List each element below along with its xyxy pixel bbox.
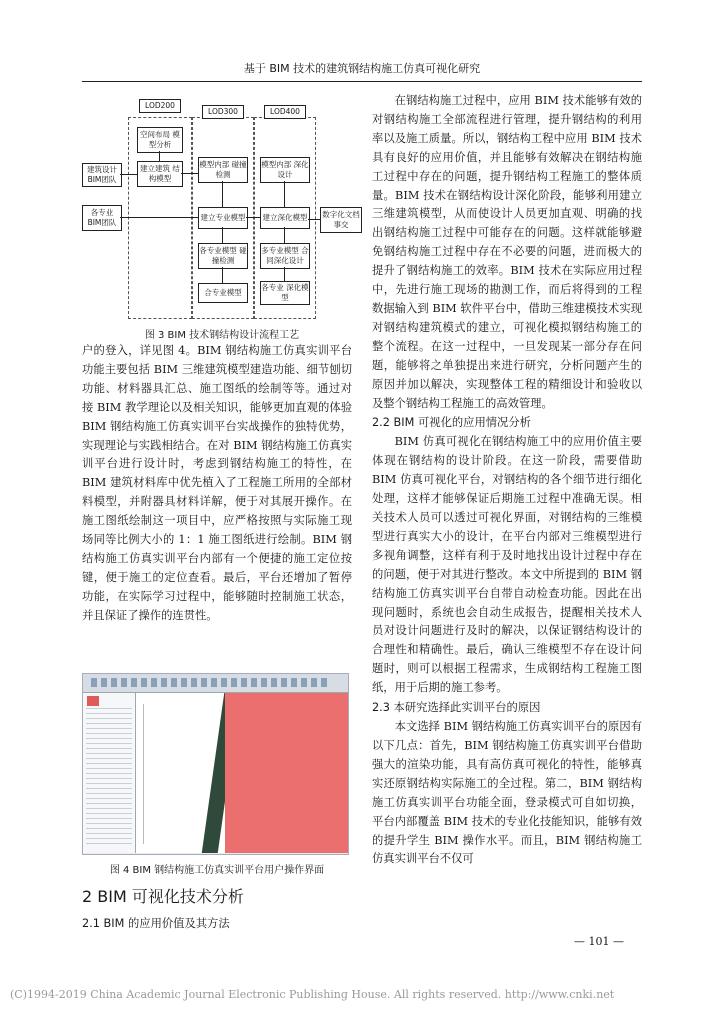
connector — [159, 151, 160, 161]
header-rule — [82, 81, 642, 82]
connector — [246, 217, 260, 218]
pro-team-box: 各专业 BIM团队 — [82, 205, 122, 231]
pro-optimize-box: 各专业 深化模型 — [260, 281, 310, 305]
ribbon-icons — [91, 678, 331, 687]
space-layout-box: 空间布局 模型分析 — [137, 127, 183, 153]
connector — [284, 181, 285, 207]
properties-rows — [86, 708, 132, 848]
lod400-label: LOD400 — [264, 105, 306, 119]
figure-4-screenshot — [82, 673, 349, 855]
digital-docs-box: 数字化文档 事交 — [320, 207, 362, 233]
connector — [222, 227, 223, 243]
section-2-1-heading: 2.1 BIM 的应用价值及其方法 — [82, 917, 230, 930]
section-2-3-heading: 2.3 本研究选择此实训平台的原因 — [372, 701, 541, 715]
figure-3-caption: 图 3 BIM 技术钢结构设计流程工艺 — [144, 330, 300, 341]
connector — [222, 181, 223, 207]
connector — [308, 219, 320, 220]
lod200-label: LOD200 — [139, 99, 181, 113]
paragraph: 户的登入，详见图 4。BIM 钢结构施工仿真实训平台功能主要包括 BIM 三维建筑模型建造功能、细节刨切功能、材料器具汇总、施工图纸的绘制等等。通过对接 BIM 教学理论以及相关知识，能够更加直观的体验 BIM 钢结构施工仿真实训平台实战操作的独特优势，实现理论与实践相结合。在对 BIM 钢结构施工仿真实训平台进行设计时，考虑到钢结构施工的特性，在 BIM 建筑材料库中优先植入了工程施工所用的全部材料模型，并附器具材料详解，便于对其展开操作。在施工图纸绘制这一项目中，应严格按照与实际施工现场同等比例大小的 1：1 施工图纸进行绘制。BIM 钢结构施工仿真实训平台内部有一个便捷的施工定位按键，便于施工的定位查看。最后，平台还增加了暂停功能，在实际学习过程中，能够随时控制施工状态，并且保证了操作的连贯性。 — [82, 344, 352, 622]
wall-model — [225, 693, 348, 853]
figure-4-caption: 图 4 BIM 钢结构施工仿真实训平台用户操作界面 — [109, 865, 325, 876]
copyright-footer: (C)1994-2019 China Academic Journal Electronic Publishing House. All rights reserved. http://www.cnki.net — [10, 988, 615, 1001]
section-2-2-heading: 2.2 BIM 可视化的应用情况分析 — [372, 416, 531, 430]
model-deep-box: 模型内部 深化设计 — [260, 157, 310, 183]
figure-3-flowchart — [82, 95, 362, 325]
connector — [120, 217, 198, 218]
build-pro-model-box: 建立专业模型 — [198, 207, 248, 229]
paragraph: 本文选择 BIM 钢结构施工仿真实训平台的原因有以下几点：首先，BIM 钢结构施工仿真实训平台借助强大的渲染功能，具有高仿真可视化的特性，能够真实还原钢结构实际施工的全过程。第二，BIM 钢结构施工仿真实训平台功能全面，登录模式可自如切换，平台内部覆盖 BIM 技术的专业化技能知识，能够有效的提升学生 BIM 操作水平。而且，BIM 钢结构施工仿真实训平台不仅可 — [372, 720, 642, 866]
combined-model-box: 合专业模型 — [198, 283, 248, 303]
connector — [284, 267, 285, 281]
page-number: — 101 — — [574, 935, 624, 948]
model-check-box: 模型内部 碰撞检测 — [198, 157, 248, 183]
connector — [222, 267, 223, 283]
paragraph: BIM 仿真可视化在钢结构施工中的应用价值主要体现在钢结构的设计阶段。在这一阶段，需要借助 BIM 仿真可视化平台，对钢结构的各个细节进行细化处理，这样才能够保证后期施工过程中准确无误。相关技术人员可以透过可视化界面，对钢结构的三维模型进行真实大小的设计，在平台内部对三维模型进行多视角调整，这样有利于及时地找出设计过程中存在的问题，便于对其进行整改。本文中所提到的 BIM 钢结构施工仿真实训平台自带自动检查功能。因此在出现问题时，系统也会自动生成报告，提醒相关技术人员对设计问题进行及时的解决，以保证钢结构设计的合理性和精确性。最后，确认三维模型不存在设计问题时，则可以根据工程需求，生成钢结构工程施工图纸，用于后期的施工参考。 — [372, 435, 642, 695]
multi-pro-box: 多专业模型 合同深化设计 — [260, 243, 310, 269]
grid-lines — [143, 704, 144, 844]
build-deep-model-box: 建立深化模型 — [260, 207, 310, 229]
pro-coord-box: 各专业模型 碰撞检测 — [198, 243, 248, 269]
build-model-box: 建立建筑 结构模型 — [137, 161, 183, 187]
connector — [120, 174, 137, 175]
connector — [284, 227, 285, 243]
left-column — [82, 342, 352, 626]
paragraph: 在钢结构施工过程中，应用 BIM 技术能够有效的对钢结构施工全部流程进行管理，提升钢结构的利用率以及施工质量。所以，钢结构工程中应用 BIM 技术具有良好的应用价值，并且能够有效解决在钢结构施工过程中存在的问题，提升钢结构工程施工的整体质量。BIM 技术在钢结构设计深化阶段，能够利用建立三维建筑模型，从而使设计人员更加直观、明确的找出钢结构施工过程中可能存在的问题。这样就能够避免钢结构施工过程中存在不必要的问题，进而极大的提升了钢结构施工的效率。BIM 技术在实际应用过程中，先进行施工现场的勘测工作，而后将得到的工程数据输入到 BIM 软件平台中，借助三维建模技术实现对钢结构建筑模式的建立，可视化模拟钢结构施工的整个流程。在这一过程中，一旦发现某一部分存在问题，能够将之单独提出来进行研究，分析问题产生的原因并加以解决，实现整体工程的精细设计和验收以及整个钢结构工程施工的高效管理。 — [372, 94, 642, 410]
element-thumbnail — [87, 696, 99, 706]
connector — [181, 173, 198, 174]
lod300-label: LOD300 — [202, 105, 244, 119]
section-2-heading: 2 BIM 可视化技术分析 — [82, 887, 244, 906]
running-header: 基于 BIM 技术的建筑钢结构施工仿真可视化研究 — [243, 62, 481, 75]
right-column — [372, 92, 642, 869]
build-design-team-box: 建筑设计 BIM团队 — [82, 163, 122, 187]
